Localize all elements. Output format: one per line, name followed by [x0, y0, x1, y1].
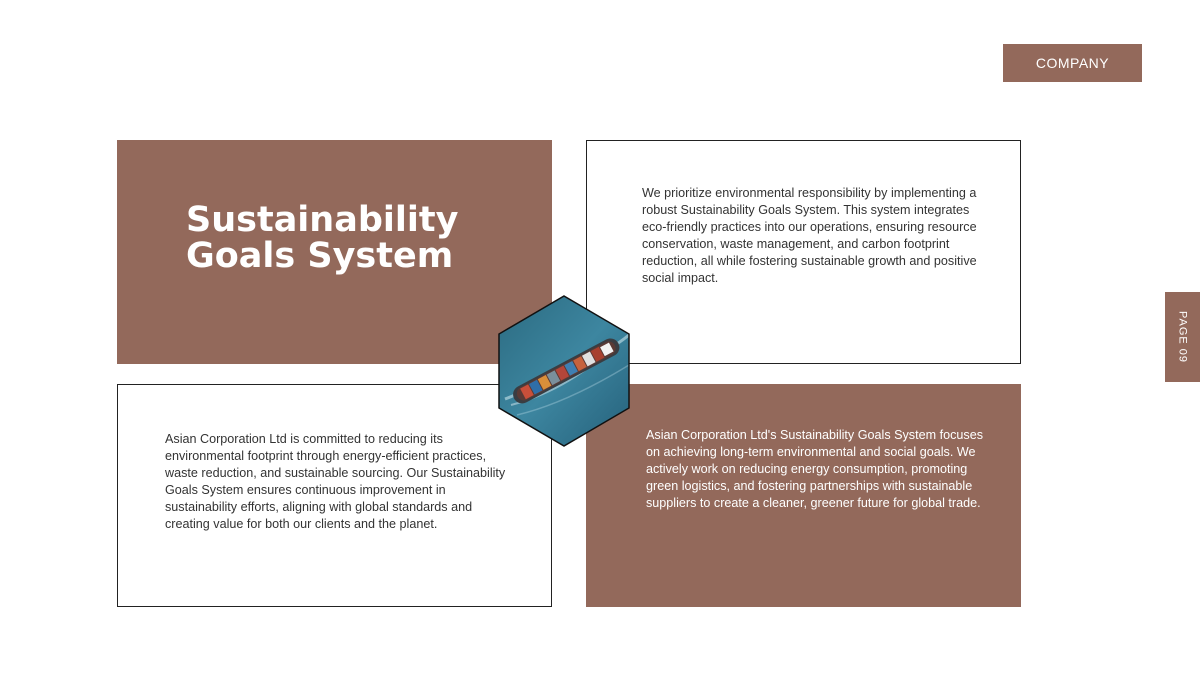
bottom-right-text-panel — [586, 384, 1021, 607]
page-number: PAGE 09 — [1176, 310, 1189, 364]
top-right-text-panel — [586, 140, 1021, 364]
container-ship-image — [497, 295, 631, 447]
bottom-left-text-panel — [117, 384, 552, 607]
bottom-left-paragraph: Asian Corporation Ltd is committed to reducing its environmental footprint through energy-efficient practices, waste reduction, and sustainable sourcing. Our Sustainability Goals System ensures continuous improvement in sustainability efforts, aligning with global standards and creating value for both our clients and the planet. — [165, 432, 506, 531]
page-indicator-tab — [1165, 292, 1200, 382]
title-panel — [117, 140, 552, 364]
page-title: Sustainability Goals System — [186, 200, 459, 276]
bottom-right-paragraph: Asian Corporation Ltd's Sustainability Goals System focuses on achieving long-term environmental and social goals. We actively work on reducing energy consumption, promoting green logistics, and fostering partnerships with sustainable suppliers to create a cleaner, greener future for global trade. — [646, 428, 983, 510]
company-label: COMPANY — [1003, 44, 1142, 82]
top-right-paragraph: We prioritize environmental responsibility by implementing a robust Sustainability Goals System. This system integrates eco-friendly practices into our operations, ensuring resource conservation, waste management, and carbon footprint reduction, all while fostering sustainable growth and positive social impact. — [642, 186, 977, 285]
